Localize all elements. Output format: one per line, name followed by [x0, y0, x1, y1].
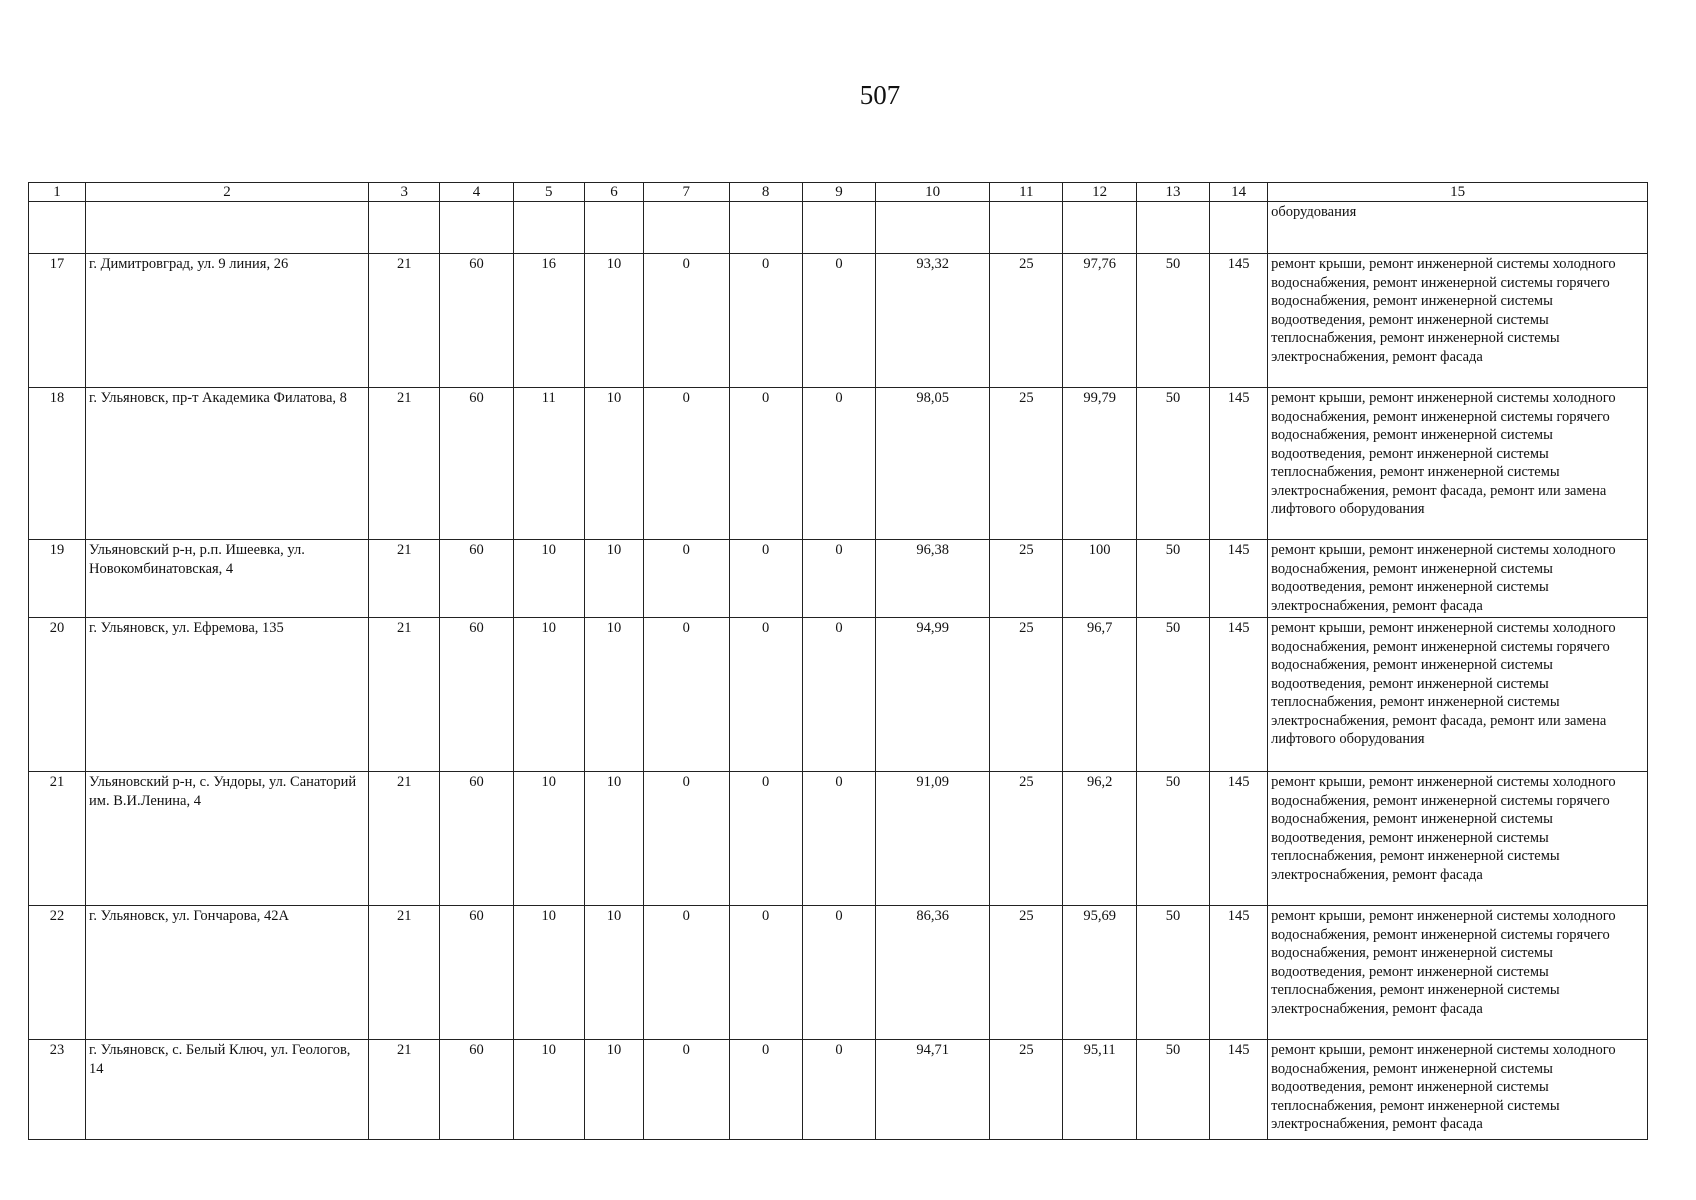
- value-col-5: 16: [513, 254, 584, 388]
- value-col-4: 60: [440, 388, 513, 540]
- column-header: 13: [1136, 183, 1209, 202]
- table-row: [29, 1040, 1648, 1140]
- address: г. Ульяновск, ул. Ефремова, 135: [86, 618, 369, 772]
- value-col-9: 0: [802, 254, 875, 388]
- value-col-10: 86,36: [876, 906, 990, 1040]
- work-description: ремонт крыши, ремонт инженерной системы холодного водоснабжения, ремонт инженерной системы горячего водоснабжения, ремонт инженерной системы водоотведения, ремонт инженерной системы теплоснабжения, ремонт инженерной системы электроснабжения, ремонт фасада, ремонт или замена лифтового оборудования: [1268, 618, 1648, 772]
- value-col-3: 21: [369, 254, 440, 388]
- address: г. Ульяновск, с. Белый Ключ, ул. Геологов, 14: [86, 1040, 369, 1140]
- value-col-12: 97,76: [1063, 254, 1136, 388]
- table-row: [29, 772, 1648, 906]
- value-col-7: 0: [643, 540, 729, 618]
- value-col-14: 145: [1210, 618, 1268, 772]
- value-col-7: 0: [643, 906, 729, 1040]
- value-col-3: 21: [369, 540, 440, 618]
- value-col-10: 91,09: [876, 772, 990, 906]
- column-header: 10: [876, 183, 990, 202]
- value-col-9: 0: [802, 618, 875, 772]
- address: Ульяновский р-н, р.п. Ишеевка, ул. Новокомбинатовская, 4: [86, 540, 369, 618]
- table-row: [29, 388, 1648, 540]
- value-col-3: 21: [369, 388, 440, 540]
- address: г. Ульяновск, ул. Гончарова, 42А: [86, 906, 369, 1040]
- value-col-13: 50: [1136, 618, 1209, 772]
- value-col-5: 10: [513, 772, 584, 906]
- value-col-5: 10: [513, 618, 584, 772]
- value-col-8: 0: [729, 772, 802, 906]
- value-col-13: 50: [1136, 906, 1209, 1040]
- value-col-4: 60: [440, 540, 513, 618]
- row-number: 17: [29, 254, 86, 388]
- repair-program-table: [28, 182, 1648, 1140]
- value-col-8: 0: [729, 254, 802, 388]
- value-col-8: 0: [729, 540, 802, 618]
- value-col-6: 10: [584, 254, 643, 388]
- value-col-9: 0: [802, 906, 875, 1040]
- value-col-14: 145: [1210, 254, 1268, 388]
- work-description: ремонт крыши, ремонт инженерной системы холодного водоснабжения, ремонт инженерной системы горячего водоснабжения, ремонт инженерной системы водоотведения, ремонт инженерной системы теплоснабжения, ремонт инженерной системы электроснабжения, ремонт фасада: [1268, 772, 1648, 906]
- value-col-3: 21: [369, 772, 440, 906]
- value-col-5: 10: [513, 1040, 584, 1140]
- column-header: 7: [643, 183, 729, 202]
- value-col-10: 94,99: [876, 618, 990, 772]
- column-header: 15: [1268, 183, 1648, 202]
- work-description: ремонт крыши, ремонт инженерной системы холодного водоснабжения, ремонт инженерной системы горячего водоснабжения, ремонт инженерной системы водоотведения, ремонт инженерной системы теплоснабжения, ремонт инженерной системы электроснабжения, ремонт фасада: [1268, 906, 1648, 1040]
- column-number-header-row: [29, 183, 1648, 202]
- value-col-3: 21: [369, 906, 440, 1040]
- value-col-7: 0: [643, 1040, 729, 1140]
- value-col-11: 25: [990, 388, 1063, 540]
- value-col-13: 50: [1136, 254, 1209, 388]
- value-col-10: 93,32: [876, 254, 990, 388]
- table-row: [29, 618, 1648, 772]
- value-col-7: 0: [643, 254, 729, 388]
- value-col-14: 145: [1210, 540, 1268, 618]
- column-header: 2: [86, 183, 369, 202]
- value-col-13: 50: [1136, 772, 1209, 906]
- value-col-6: 10: [584, 540, 643, 618]
- value-col-6: 10: [584, 618, 643, 772]
- column-header: 1: [29, 183, 86, 202]
- value-col-11: 25: [990, 906, 1063, 1040]
- value-col-11: 25: [990, 540, 1063, 618]
- column-header: 5: [513, 183, 584, 202]
- value-col-7: 0: [643, 772, 729, 906]
- value-col-9: 0: [802, 388, 875, 540]
- column-header: 11: [990, 183, 1063, 202]
- value-col-11: 25: [990, 618, 1063, 772]
- table-row: [29, 906, 1648, 1040]
- value-col-5: 11: [513, 388, 584, 540]
- row-number: 19: [29, 540, 86, 618]
- value-col-14: 145: [1210, 388, 1268, 540]
- value-col-12: 95,69: [1063, 906, 1136, 1040]
- value-col-8: 0: [729, 618, 802, 772]
- row-number: 18: [29, 388, 86, 540]
- row-number: 20: [29, 618, 86, 772]
- value-col-5: 10: [513, 906, 584, 1040]
- column-header: 4: [440, 183, 513, 202]
- value-col-12: 99,79: [1063, 388, 1136, 540]
- value-col-6: 10: [584, 906, 643, 1040]
- table-row: [29, 254, 1648, 388]
- row-number: 23: [29, 1040, 86, 1140]
- value-col-7: 0: [643, 618, 729, 772]
- address: г. Димитровград, ул. 9 линия, 26: [86, 254, 369, 388]
- value-col-4: 60: [440, 772, 513, 906]
- value-col-9: 0: [802, 540, 875, 618]
- value-col-6: 10: [584, 772, 643, 906]
- continuation-row: [29, 202, 1648, 254]
- work-description: ремонт крыши, ремонт инженерной системы холодного водоснабжения, ремонт инженерной системы горячего водоснабжения, ремонт инженерной системы водоотведения, ремонт инженерной системы теплоснабжения, ремонт инженерной системы электроснабжения, ремонт фасада: [1268, 254, 1648, 388]
- column-header: 9: [802, 183, 875, 202]
- value-col-13: 50: [1136, 540, 1209, 618]
- address: Ульяновский р-н, с. Ундоры, ул. Санаторий им. В.И.Ленина, 4: [86, 772, 369, 906]
- value-col-11: 25: [990, 254, 1063, 388]
- value-col-14: 145: [1210, 772, 1268, 906]
- row-number: 21: [29, 772, 86, 906]
- address: г. Ульяновск, пр-т Академика Филатова, 8: [86, 388, 369, 540]
- value-col-10: 96,38: [876, 540, 990, 618]
- value-col-3: 21: [369, 618, 440, 772]
- value-col-4: 60: [440, 254, 513, 388]
- value-col-12: 96,2: [1063, 772, 1136, 906]
- value-col-9: 0: [802, 772, 875, 906]
- page-number: 507: [859, 80, 901, 110]
- value-col-14: 145: [1210, 1040, 1268, 1140]
- value-col-4: 60: [440, 618, 513, 772]
- value-col-8: 0: [729, 388, 802, 540]
- column-header: 12: [1063, 183, 1136, 202]
- value-col-11: 25: [990, 1040, 1063, 1140]
- value-col-8: 0: [729, 906, 802, 1040]
- value-col-12: 96,7: [1063, 618, 1136, 772]
- value-col-10: 98,05: [876, 388, 990, 540]
- value-col-4: 60: [440, 1040, 513, 1140]
- column-header: 3: [369, 183, 440, 202]
- work-description: оборудования: [1268, 202, 1648, 254]
- value-col-5: 10: [513, 540, 584, 618]
- column-header: 6: [584, 183, 643, 202]
- value-col-12: 100: [1063, 540, 1136, 618]
- value-col-11: 25: [990, 772, 1063, 906]
- value-col-8: 0: [729, 1040, 802, 1140]
- work-description: ремонт крыши, ремонт инженерной системы холодного водоснабжения, ремонт инженерной системы водоотведения, ремонт инженерной системы электроснабжения, ремонт фасада: [1268, 540, 1648, 618]
- value-col-7: 0: [643, 388, 729, 540]
- value-col-10: 94,71: [876, 1040, 990, 1140]
- value-col-3: 21: [369, 1040, 440, 1140]
- value-col-9: 0: [802, 1040, 875, 1140]
- value-col-13: 50: [1136, 388, 1209, 540]
- table-row: [29, 540, 1648, 618]
- value-col-6: 10: [584, 388, 643, 540]
- column-header: 8: [729, 183, 802, 202]
- value-col-12: 95,11: [1063, 1040, 1136, 1140]
- value-col-4: 60: [440, 906, 513, 1040]
- work-description: ремонт крыши, ремонт инженерной системы холодного водоснабжения, ремонт инженерной системы горячего водоснабжения, ремонт инженерной системы водоотведения, ремонт инженерной системы теплоснабжения, ремонт инженерной системы электроснабжения, ремонт фасада, ремонт или замена лифтового оборудования: [1268, 388, 1648, 540]
- column-header: 14: [1210, 183, 1268, 202]
- value-col-6: 10: [584, 1040, 643, 1140]
- work-description: ремонт крыши, ремонт инженерной системы холодного водоснабжения, ремонт инженерной системы водоотведения, ремонт инженерной системы теплоснабжения, ремонт инженерной системы электроснабжения, ремонт фасада: [1268, 1040, 1648, 1140]
- value-col-14: 145: [1210, 906, 1268, 1040]
- row-number: 22: [29, 906, 86, 1040]
- value-col-13: 50: [1136, 1040, 1209, 1140]
